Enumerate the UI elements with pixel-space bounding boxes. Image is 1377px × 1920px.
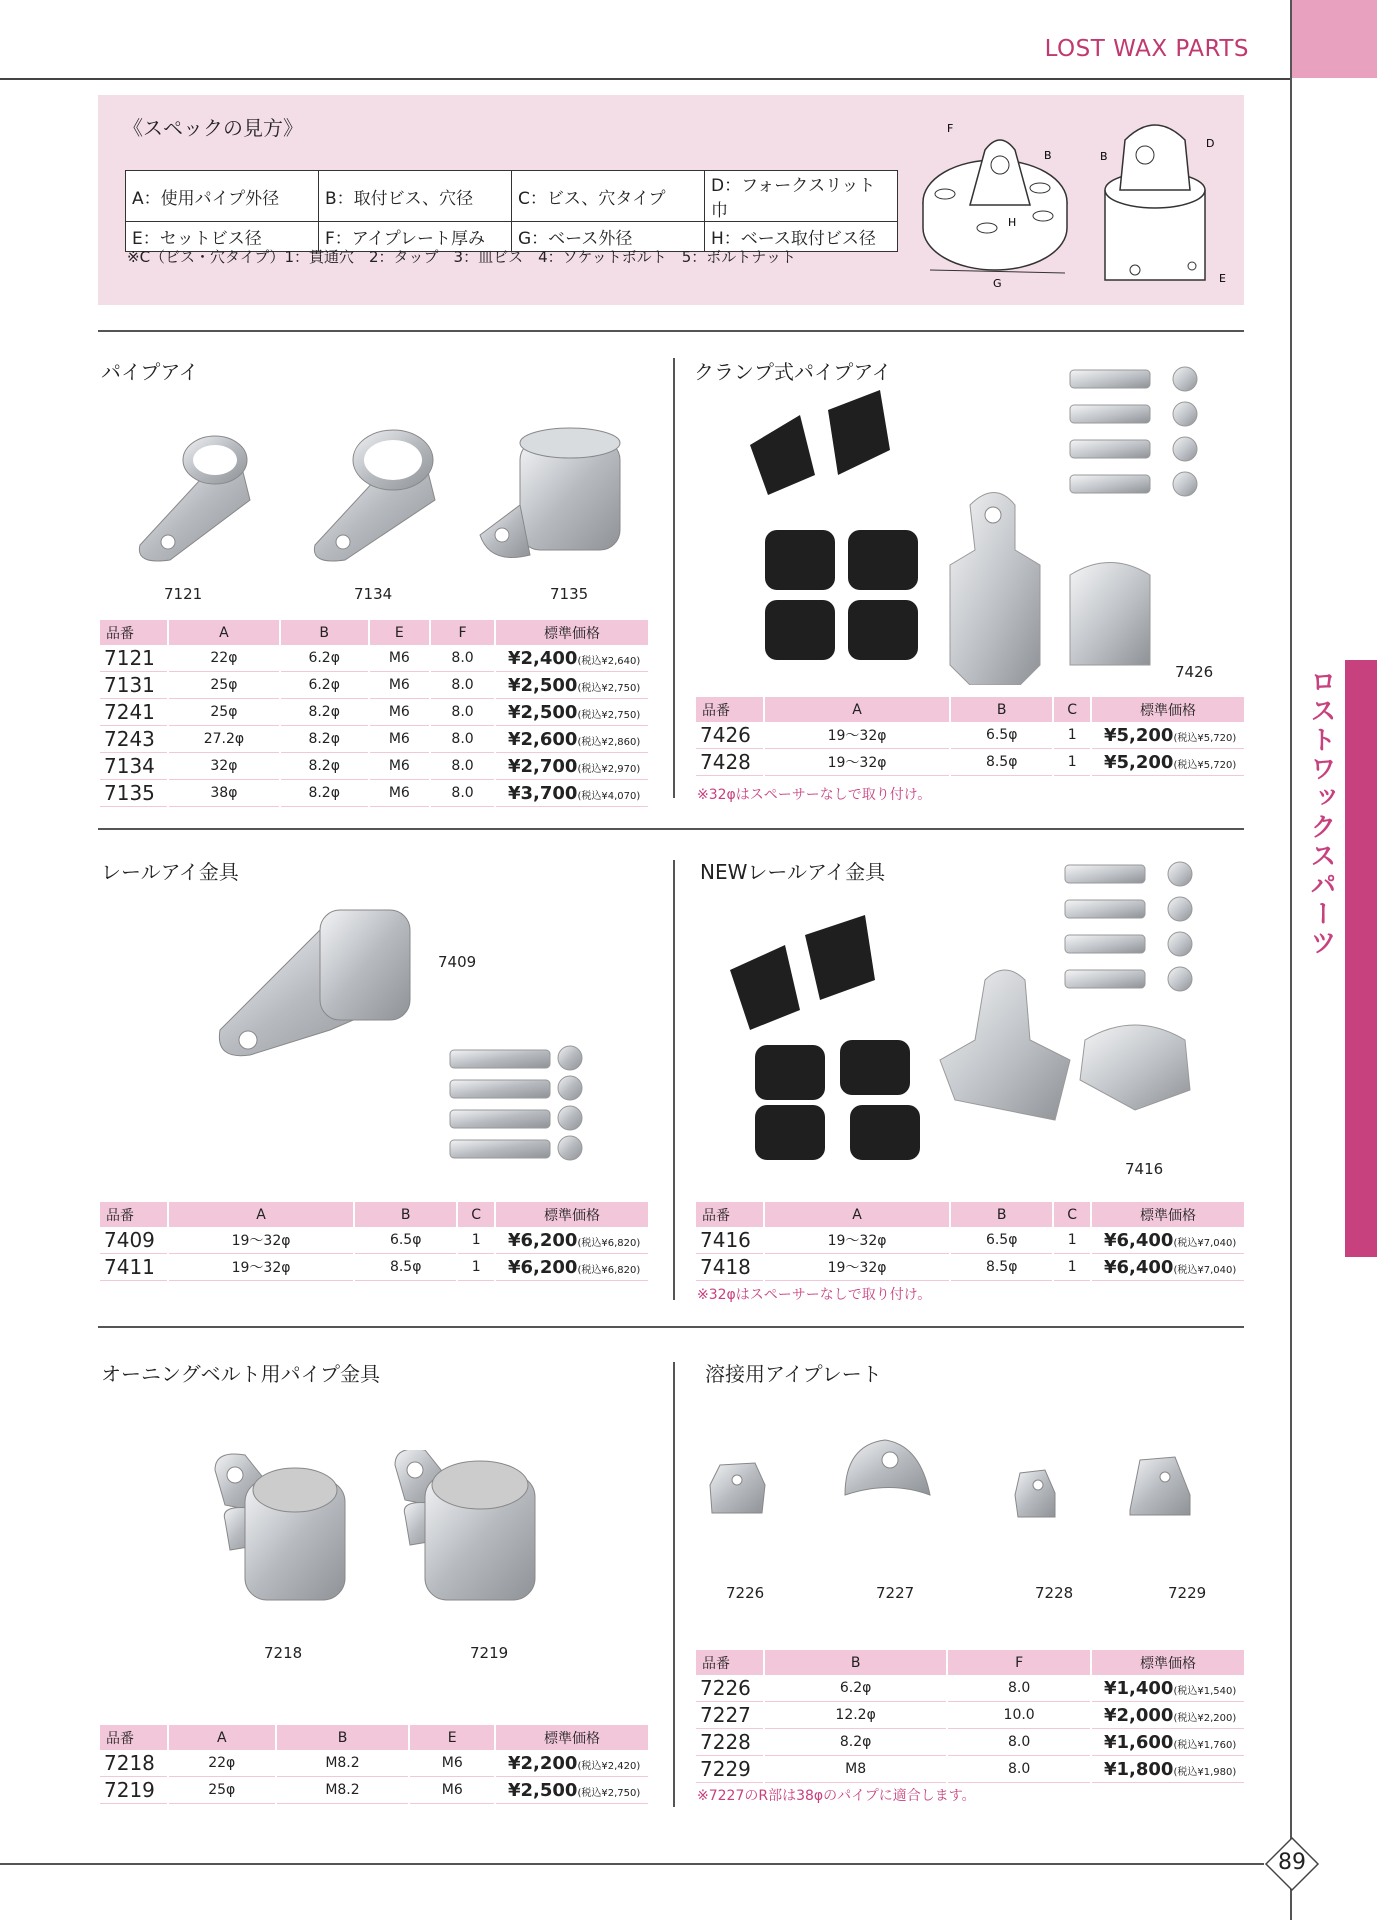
section-title-awning: オーニングベルト用パイプ金具 — [101, 1362, 380, 1386]
spec-value: 27.2φ — [169, 726, 279, 753]
spec-cell: C：ビス、穴タイプ — [512, 171, 705, 222]
price: ¥2,400 — [508, 647, 578, 669]
price: ¥5,200 — [1104, 724, 1174, 746]
pipe-eye-table — [98, 620, 650, 807]
table-row — [100, 1254, 648, 1281]
caption: 7226 — [726, 1584, 765, 1602]
spec-value: 8.0 — [431, 726, 494, 753]
spec-value: M6 — [370, 672, 430, 699]
price: ¥2,500 — [508, 701, 578, 723]
table-row — [696, 722, 1244, 749]
col-header: 標準価格 — [1092, 1650, 1244, 1675]
spec-value: M6 — [410, 1777, 494, 1804]
spec-value: 1 — [1054, 749, 1090, 776]
product-code: 7411 — [100, 1254, 167, 1281]
spec-value: 1 — [1054, 1227, 1090, 1254]
col-header: 標準価格 — [496, 1202, 648, 1227]
col-header: B — [277, 1725, 409, 1750]
column-divider — [673, 1362, 675, 1807]
col-header: B — [355, 1202, 456, 1227]
note: ※32φはスペーサーなしで取り付け。 — [697, 787, 932, 803]
page-number-badge — [1264, 1836, 1320, 1892]
product-code: 7227 — [696, 1702, 763, 1729]
price-cell — [1092, 1702, 1244, 1729]
price-cell — [496, 1254, 648, 1281]
page-header-title: LOST WAX PARTS — [1044, 36, 1249, 62]
price: ¥1,600 — [1104, 1731, 1174, 1753]
spec-value: 19〜32φ — [765, 749, 949, 776]
spec-value: 1 — [1054, 722, 1090, 749]
spec-value: 8.0 — [431, 672, 494, 699]
side-index-label: ロストワックスパーツ — [1306, 668, 1336, 958]
price-tax: (税込¥2,970) — [577, 763, 641, 775]
col-header: A — [169, 1202, 353, 1227]
price-cell — [496, 753, 648, 780]
column-divider — [673, 860, 675, 1300]
spec-value: 25φ — [169, 699, 279, 726]
price-tax: (税込¥2,750) — [577, 682, 641, 694]
price-cell — [496, 672, 648, 699]
header-tab — [1292, 0, 1377, 78]
price: ¥2,500 — [508, 1779, 578, 1801]
spec-value: 8.2φ — [281, 726, 368, 753]
price: ¥6,400 — [1104, 1256, 1174, 1278]
price-tax: (税込¥2,860) — [577, 736, 641, 748]
price: ¥3,700 — [508, 782, 578, 804]
col-header: C — [1054, 1202, 1090, 1227]
caption: 7229 — [1168, 1584, 1207, 1602]
diagram-label: F — [947, 122, 954, 135]
price-tax: (税込¥7,040) — [1173, 1264, 1237, 1276]
rail-eye-photo — [210, 890, 610, 1180]
price-tax: (税込¥1,980) — [1173, 1766, 1237, 1778]
spec-cell: D：フォークスリット巾 — [705, 171, 898, 222]
spec-note: ※C（ビス・穴タイプ）1：貫通穴 2：タップ 3：皿ビス 4：ソケットボルト 5：ボルトナット — [127, 248, 796, 266]
spec-value: 10.0 — [948, 1702, 1090, 1729]
diagram-label: B — [1100, 150, 1108, 163]
section-title-rail-eye: レールアイ金具 — [101, 860, 239, 884]
caption: 7134 — [354, 585, 393, 603]
spec-value: 8.0 — [948, 1675, 1090, 1702]
spec-value: 25φ — [169, 672, 279, 699]
spec-title: 《スペックの見方》 — [123, 116, 303, 140]
note: ※7227のR部は38φのパイプに適合します。 — [697, 1788, 976, 1804]
col-header: 標準価格 — [1092, 697, 1244, 722]
price: ¥2,200 — [508, 1752, 578, 1774]
spec-cell: G：ベース外径 — [512, 222, 705, 252]
col-header: B — [281, 620, 368, 645]
spec-value: 12.2φ — [765, 1702, 946, 1729]
clamp-eye-photo — [740, 365, 1220, 685]
col-header: 品番 — [100, 620, 167, 645]
spec-value: M6 — [370, 726, 430, 753]
product-code: 7229 — [696, 1756, 763, 1783]
table-row — [100, 645, 648, 672]
product-code: 7416 — [696, 1227, 763, 1254]
product-code: 7409 — [100, 1227, 167, 1254]
table-row — [100, 672, 648, 699]
col-header: 標準価格 — [496, 620, 648, 645]
column-divider — [673, 358, 675, 798]
clamp-eye-table — [694, 697, 1246, 776]
price: ¥6,200 — [508, 1229, 578, 1251]
col-header: A — [169, 620, 279, 645]
caption: 7228 — [1035, 1584, 1074, 1602]
col-header: 品番 — [696, 697, 763, 722]
spec-value: 8.0 — [431, 699, 494, 726]
price-cell — [496, 1750, 648, 1777]
spec-value: 6.5φ — [355, 1227, 456, 1254]
page-number: 89 — [1278, 1850, 1306, 1875]
table-row — [100, 780, 648, 807]
spec-value: 1 — [458, 1227, 494, 1254]
spec-value: M8.2 — [277, 1750, 409, 1777]
product-code: 7135 — [100, 780, 167, 807]
diagram-label: G — [993, 277, 1002, 290]
price-cell — [496, 699, 648, 726]
section-divider — [98, 828, 1244, 830]
right-margin-line — [1290, 0, 1292, 1920]
table-row — [696, 1227, 1244, 1254]
price-tax: (税込¥7,040) — [1173, 1237, 1237, 1249]
awning-photo — [205, 1450, 555, 1610]
spec-value: 6.2φ — [765, 1675, 946, 1702]
price-tax: (税込¥5,720) — [1173, 759, 1237, 771]
table-row — [696, 1756, 1244, 1783]
col-header: A — [765, 697, 949, 722]
product-code: 7241 — [100, 699, 167, 726]
weld-plate-photo — [700, 1435, 1240, 1535]
table-row — [696, 1702, 1244, 1729]
spec-value: 6.5φ — [951, 722, 1052, 749]
price: ¥5,200 — [1104, 751, 1174, 773]
price-cell — [496, 1777, 648, 1804]
price-tax: (税込¥2,200) — [1173, 1712, 1237, 1724]
spec-diagram — [915, 110, 1245, 300]
spec-value: 8.2φ — [281, 780, 368, 807]
price-tax: (税込¥6,820) — [577, 1237, 641, 1249]
col-header: 標準価格 — [1092, 1202, 1244, 1227]
spec-value: 22φ — [169, 1750, 275, 1777]
col-header: 品番 — [100, 1202, 167, 1227]
footer-rule — [0, 1863, 1264, 1865]
product-code: 7426 — [696, 722, 763, 749]
spec-value: 6.2φ — [281, 672, 368, 699]
rail-eye-table — [98, 1202, 650, 1281]
spec-value: 8.2φ — [281, 699, 368, 726]
spec-value: 32φ — [169, 753, 279, 780]
product-code: 7228 — [696, 1729, 763, 1756]
spec-cell: A：使用パイプ外径 — [126, 171, 319, 222]
price-tax: (税込¥1,540) — [1173, 1685, 1237, 1697]
price-tax: (税込¥2,750) — [577, 709, 641, 721]
spec-value: 8.2φ — [281, 753, 368, 780]
col-header: C — [1054, 697, 1090, 722]
price: ¥2,000 — [1104, 1704, 1174, 1726]
spec-value: M6 — [370, 645, 430, 672]
col-header: F — [948, 1650, 1090, 1675]
table-row — [100, 726, 648, 753]
table-row — [696, 1675, 1244, 1702]
spec-value: 8.5φ — [951, 749, 1052, 776]
spec-value: 8.0 — [431, 780, 494, 807]
price-cell — [1092, 1675, 1244, 1702]
spec-value: 8.2φ — [765, 1729, 946, 1756]
spec-cell: B：取付ビス、穴径 — [319, 171, 512, 222]
col-header: A — [765, 1202, 949, 1227]
col-header: B — [951, 1202, 1052, 1227]
col-header: C — [458, 1202, 494, 1227]
diagram-label: D — [1206, 137, 1215, 150]
side-index-tab — [1345, 660, 1377, 1257]
spec-value: 19〜32φ — [169, 1254, 353, 1281]
spec-value: M6 — [410, 1750, 494, 1777]
spec-value: M6 — [370, 780, 430, 807]
col-header: 品番 — [696, 1202, 763, 1227]
spec-value: 6.5φ — [951, 1227, 1052, 1254]
spec-cell: H：ベース取付ビス径 — [705, 222, 898, 252]
spec-value: 1 — [1054, 1254, 1090, 1281]
diagram-label: H — [1008, 216, 1017, 229]
caption: 7416 — [1125, 1160, 1164, 1178]
spec-value: M6 — [370, 699, 430, 726]
spec-value: 19〜32φ — [765, 1254, 949, 1281]
price-cell — [496, 1227, 648, 1254]
col-header: 標準価格 — [496, 1725, 648, 1750]
price-cell — [496, 645, 648, 672]
price-cell — [1092, 1756, 1244, 1783]
col-header: E — [370, 620, 430, 645]
caption: 7227 — [876, 1584, 915, 1602]
section-title-weld-plate: 溶接用アイプレート — [705, 1362, 882, 1386]
product-code: 7121 — [100, 645, 167, 672]
spec-value: 8.0 — [431, 753, 494, 780]
spec-value: 8.5φ — [355, 1254, 456, 1281]
price-tax: (税込¥2,420) — [577, 1760, 641, 1772]
product-code: 7218 — [100, 1750, 167, 1777]
price-tax: (税込¥5,720) — [1173, 732, 1237, 744]
spec-value: 22φ — [169, 645, 279, 672]
price-tax: (税込¥2,750) — [577, 1787, 641, 1799]
caption: 7218 — [264, 1644, 303, 1662]
note: ※32φはスペーサーなしで取り付け。 — [697, 1287, 932, 1303]
new-rail-eye-photo — [725, 860, 1215, 1170]
price: ¥1,800 — [1104, 1758, 1174, 1780]
product-code: 7134 — [100, 753, 167, 780]
table-row — [696, 749, 1244, 776]
table-row — [100, 699, 648, 726]
diagram-label: B — [1044, 149, 1052, 162]
price-tax: (税込¥4,070) — [577, 790, 641, 802]
spec-value: 1 — [458, 1254, 494, 1281]
table-row — [696, 1254, 1244, 1281]
section-divider — [98, 1326, 1244, 1328]
section-divider — [98, 330, 1244, 332]
caption: 7135 — [550, 585, 589, 603]
section-title-new-rail-eye: NEWレールアイ金具 — [700, 860, 886, 884]
spec-value: 8.0 — [431, 645, 494, 672]
price-tax: (税込¥6,820) — [577, 1264, 641, 1276]
table-row — [100, 753, 648, 780]
caption: 7121 — [164, 585, 203, 603]
table-row — [100, 1777, 648, 1804]
product-code: 7418 — [696, 1254, 763, 1281]
spec-cell: F：アイプレート厚み — [319, 222, 512, 252]
product-code: 7243 — [100, 726, 167, 753]
caption: 7409 — [438, 953, 477, 971]
col-header: B — [951, 697, 1052, 722]
price: ¥6,400 — [1104, 1229, 1174, 1251]
product-code: 7428 — [696, 749, 763, 776]
spec-cell: E：セットビス径 — [126, 222, 319, 252]
price-cell — [1092, 749, 1244, 776]
spec-value: M8.2 — [277, 1777, 409, 1804]
spec-value: 6.2φ — [281, 645, 368, 672]
spec-value: 19〜32φ — [169, 1227, 353, 1254]
price: ¥2,600 — [508, 728, 578, 750]
col-header: 品番 — [696, 1650, 763, 1675]
spec-value: 8.0 — [948, 1756, 1090, 1783]
price-cell — [1092, 722, 1244, 749]
new-rail-eye-table — [694, 1202, 1246, 1281]
section-title-clamp-eye: クランプ式パイプアイ — [694, 360, 892, 384]
caption: 7219 — [470, 1644, 509, 1662]
table-row — [100, 1227, 648, 1254]
price-cell — [1092, 1254, 1244, 1281]
pipe-eye-photo — [120, 420, 640, 570]
price-cell — [1092, 1227, 1244, 1254]
spec-value: 38φ — [169, 780, 279, 807]
price: ¥6,200 — [508, 1256, 578, 1278]
table-row — [696, 1729, 1244, 1756]
price-tax: (税込¥1,760) — [1173, 1739, 1237, 1751]
col-header: F — [431, 620, 494, 645]
spec-value: 8.5φ — [951, 1254, 1052, 1281]
spec-value: M6 — [370, 753, 430, 780]
weld-plate-table — [694, 1650, 1246, 1783]
col-header: A — [169, 1725, 275, 1750]
col-header: 品番 — [100, 1725, 167, 1750]
table-row — [100, 1750, 648, 1777]
spec-grid — [125, 170, 898, 252]
spec-value: 25φ — [169, 1777, 275, 1804]
header-rule — [0, 78, 1290, 80]
price-tax: (税込¥2,640) — [577, 655, 641, 667]
price: ¥2,500 — [508, 674, 578, 696]
spec-value: M8 — [765, 1756, 946, 1783]
price-cell — [1092, 1729, 1244, 1756]
awning-table — [98, 1725, 650, 1804]
product-code: 7226 — [696, 1675, 763, 1702]
spec-value: 19〜32φ — [765, 722, 949, 749]
price: ¥1,400 — [1104, 1677, 1174, 1699]
col-header: E — [410, 1725, 494, 1750]
caption: 7426 — [1175, 663, 1214, 681]
spec-value: 8.0 — [948, 1729, 1090, 1756]
diagram-label: E — [1219, 272, 1226, 285]
product-code: 7131 — [100, 672, 167, 699]
section-title-pipe-eye: パイプアイ — [101, 360, 199, 384]
product-code: 7219 — [100, 1777, 167, 1804]
price: ¥2,700 — [508, 755, 578, 777]
spec-value: 19〜32φ — [765, 1227, 949, 1254]
price-cell — [496, 780, 648, 807]
price-cell — [496, 726, 648, 753]
col-header: B — [765, 1650, 946, 1675]
